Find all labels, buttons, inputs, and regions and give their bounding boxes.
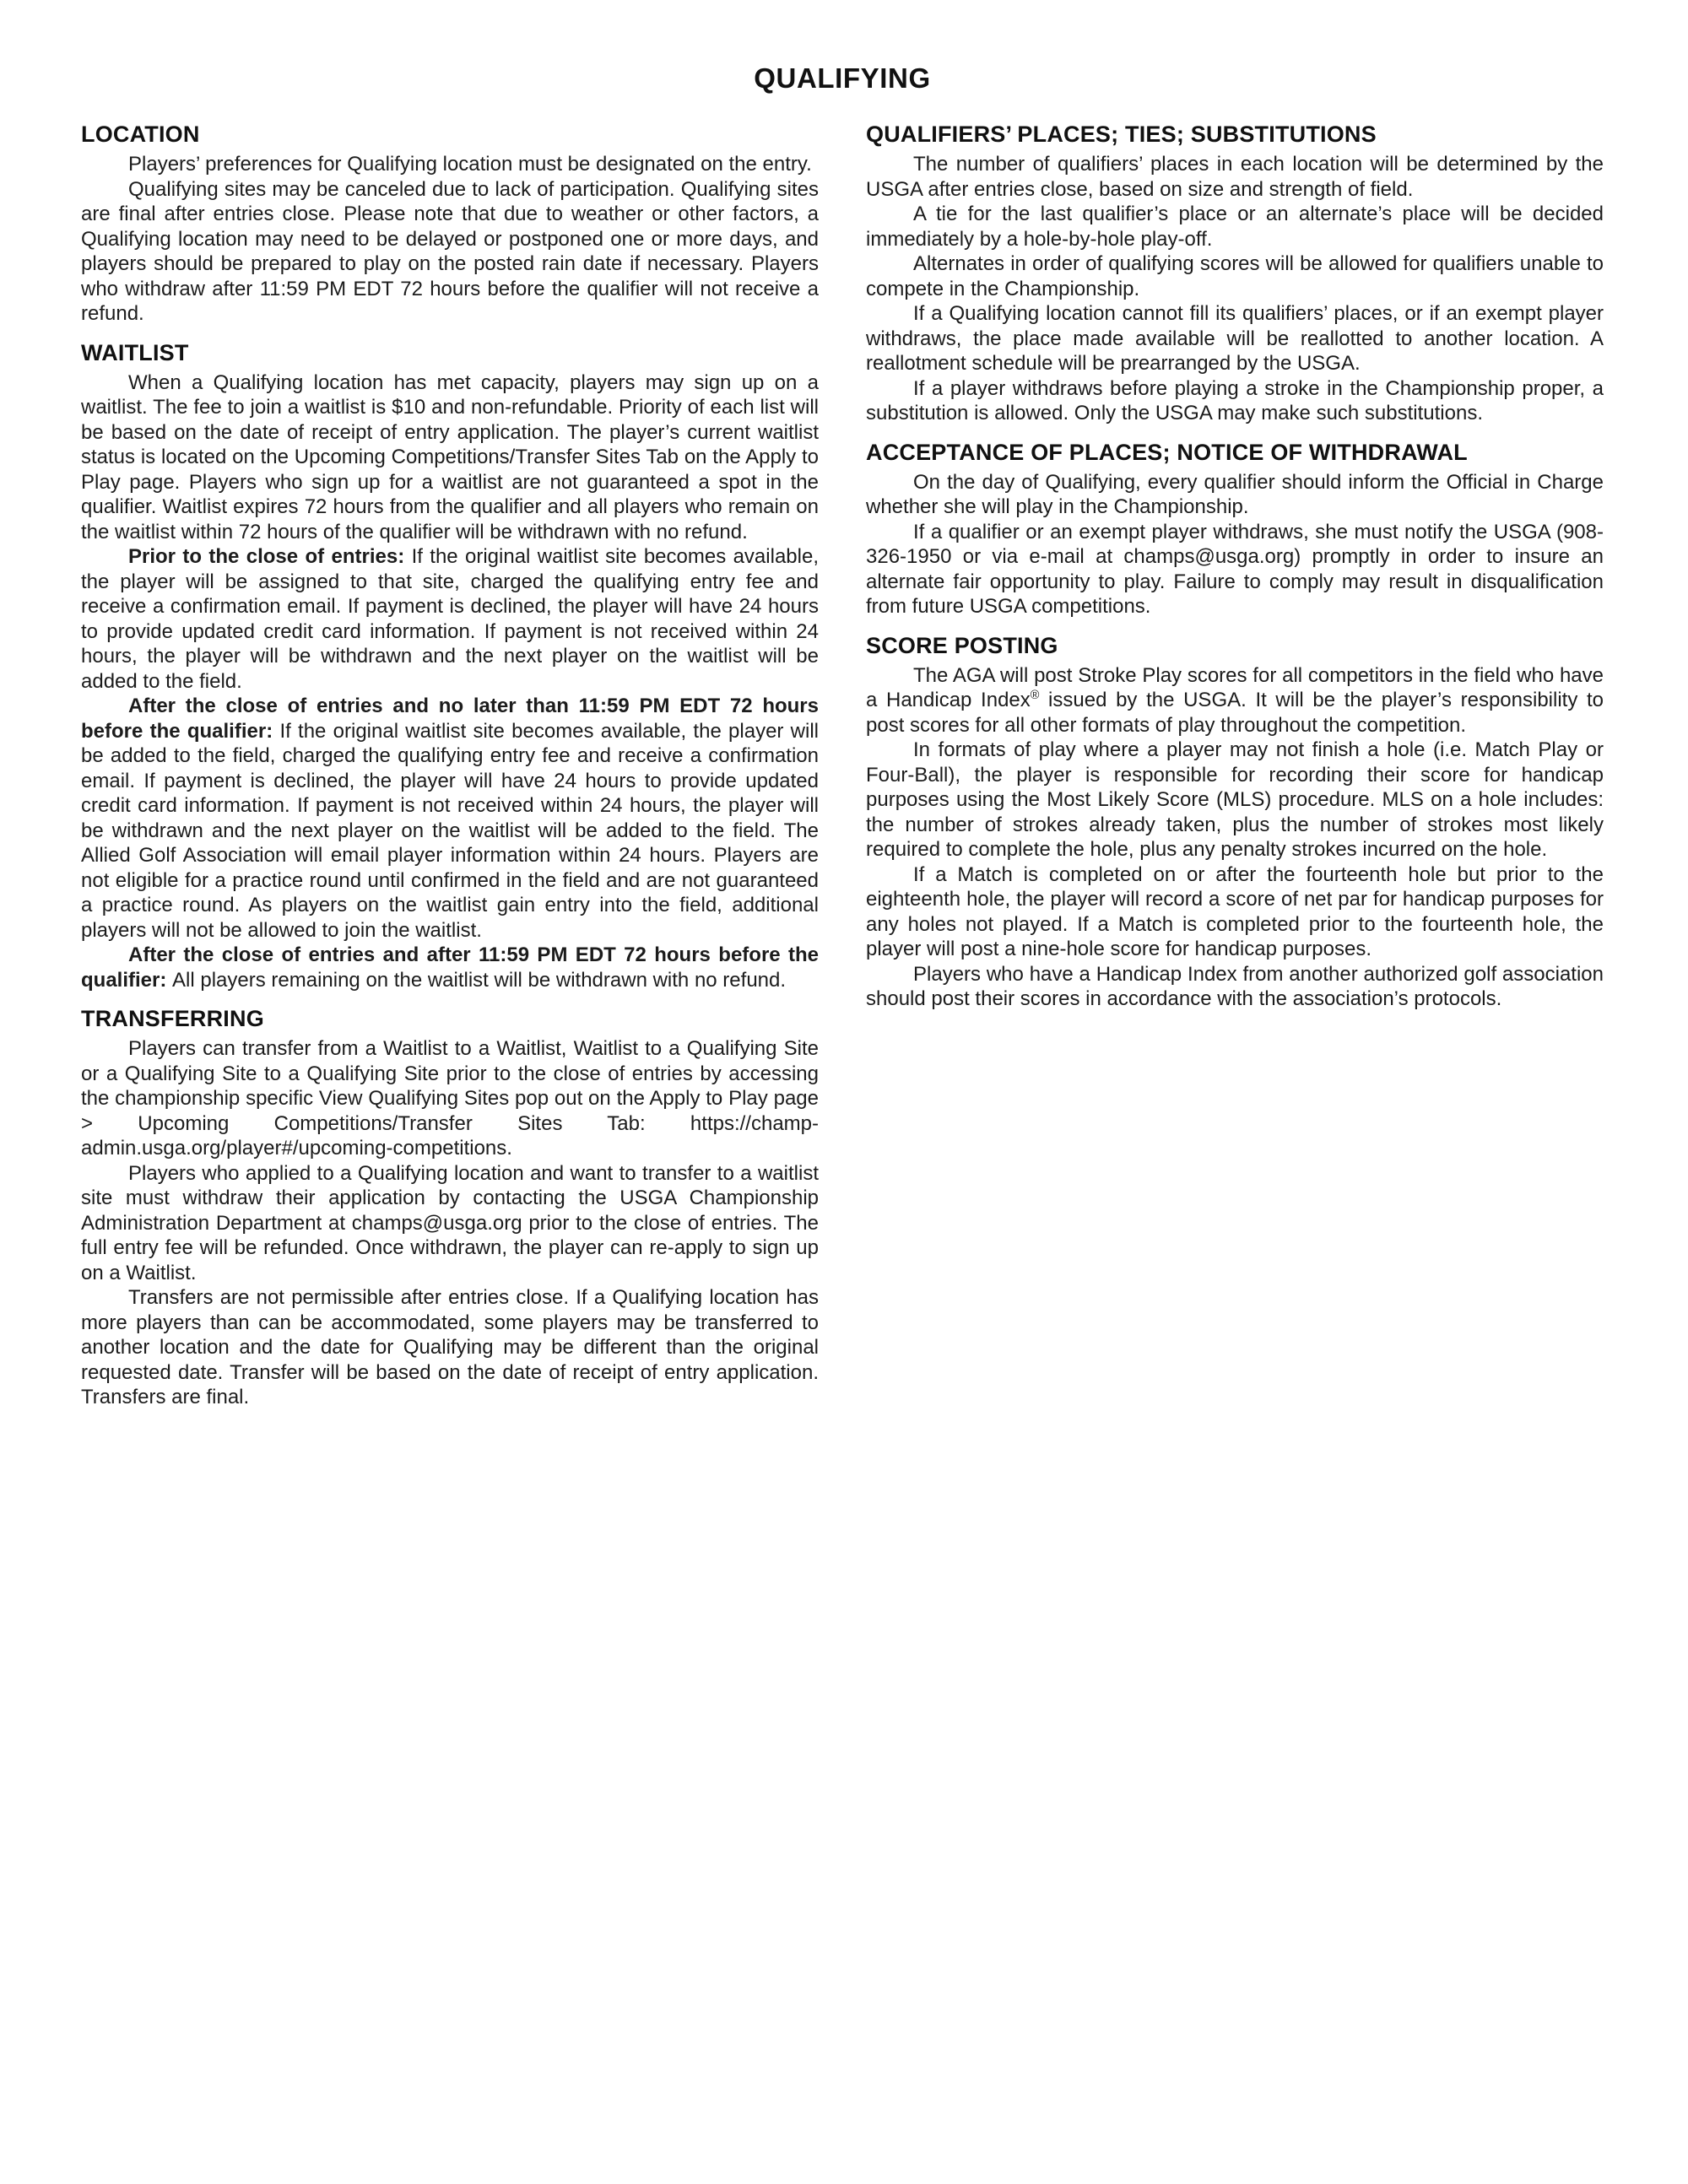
text-run: Qualifying sites may be canceled due to lack of participation. Qualifying sites are final after entries close. Please note that due to weather or other factors, a Qualifying location may need to be delayed or postponed one or more days, and players should be prepared to play on the posted rain date if necessary. Players who withdraw after 11:59 PM EDT 72 hours before the qualifier will not receive a refund. [81,177,819,325]
section [866,440,1604,619]
text-run: Players who have a Handicap Index from another authorized golf association should post their scores in accordance with the association’s protocols. [866,962,1604,1010]
text-run: Players’ preferences for Qualifying location must be designated on the entry. [128,153,812,176]
paragraph [866,862,1604,962]
text-run: Transfers are not permissible after entries close. If a Qualifying location has more players than can be accommodated, some players may be transferred to another location and the date for Qualifying may be different than the original requested date. Transfer will be based on the date of receipt of entry application. Transfers are final. [81,1286,819,1408]
text-run: Alternates in order of qualifying scores will be allowed for qualifiers unable to compete in the Championship. [866,252,1604,300]
section [81,122,819,327]
text-run: The number of qualifiers’ places in each location will be determined by the USGA after entries close, based on size and strength of field. [866,153,1604,201]
page-title: QUALIFYING [754,62,931,94]
section-heading: ACCEPTANCE OF PLACES; NOTICE OF WITHDRAWAL [866,439,1468,465]
section [866,122,1604,426]
bold-run: After the close of entries and no later than 11:59 PM EDT 72 hours before the qualifier: [81,695,819,743]
section-heading: LOCATION [81,122,200,147]
text-run: Players who applied to a Qualifying location and want to transfer to a waitlist site must withdraw their application by contacting the USGA Championship Administration Department at champs@usga.org prior to the close of entries. The full entry fee will be refunded. Once withdrawn, the player can re-apply to sign up on a Waitlist. [81,1161,819,1284]
paragraph [866,520,1604,619]
section [81,1006,819,1410]
paragraph [81,694,819,943]
section-heading: SCORE POSTING [866,632,1058,658]
section-heading: TRANSFERRING [81,1006,264,1031]
paragraph [866,738,1604,862]
paragraph [866,962,1604,1012]
paragraph [81,1285,819,1410]
text-run: A tie for the last qualifier’s place or an alternate’s place will be decided immediately by a hole-by-hole play-off. [866,203,1604,251]
column-right [866,122,1604,1025]
paragraph [81,370,819,545]
paragraph [81,544,819,694]
paragraph [866,470,1604,520]
text-run: When a Qualifying location has met capacity, players may sign up on a waitlist. The fee to join a waitlist is $10 and non-refundable. Priority of each list will be based on the date of receipt of entry application. The player’s current waitlist status is located on the Upcoming Competitions/Transfer Sites Tab on the Apply to Play page. Players who sign up for a waitlist are not guaranteed a spot in the qualifier. Waitlist expires 72 hours from the qualifier and all players who remain on the waitlist within 72 hours of the qualifier will be withdrawn with no refund. [81,370,819,543]
paragraph [866,376,1604,426]
bold-run: After the close of entries and after 11:59 PM EDT 72 hours before the qualifier: [81,943,819,992]
two-column-layout [81,122,1604,1424]
text-run: If a Qualifying location cannot fill its qualifiers’ places, or if an exempt player withdraws, the place made available will be reallotted to another location. A reallotment schedule will be prearranged by the USGA. [866,302,1604,375]
paragraph [866,202,1604,251]
text-run: If the original waitlist site becomes available, the player will be added to the field, charged the qualifying entry fee and receive a confirmation email. If payment is declined, the player will have 24 hours to provide updated credit card information. If payment is not received within 24 hours, the player will be withdrawn and the next player on the waitlist will be added to the field. The Allied Golf Association will email player information within 24 hours. Players are not eligible for a practice round until confirmed in the field and are not guaranteed a practice round. As players on the waitlist gain entry into the field, additional players will not be allowed to join the waitlist. [81,719,819,942]
text-run: All players remaining on the waitlist will be withdrawn with no refund. [172,968,787,992]
paragraph [866,663,1604,738]
text-run: Players can transfer from a Waitlist to a Waitlist, Waitlist to a Qualifying Site or a Qualifying Site to a Qualifying Site prior to the close of entries by accessing the championship specific View Qualifying Sites pop out on the Apply to Play page > Upcoming Competitions/Transfer Sites Tab: https://champ-admin.usga.org/player#/upcoming-competitions. [81,1037,819,1160]
text-run: On the day of Qualifying, every qualifier should inform the Official in Charge whether she will play in the Championship. [866,470,1604,518]
text-run: If a Match is completed on or after the fourteenth hole but prior to the eighteenth hole, the player will record a score of net par for handicap purposes for any holes not played. If a Match is completed prior to the fourteenth hole, the player will post a nine-hole score for handicap purposes. [866,862,1604,960]
text-run: issued by the USGA. It will be the player’s responsibility to post scores for all other formats of play throughout the competition. [866,689,1604,737]
text-run: In formats of play where a player may not finish a hole (i.e. Match Play or Four-Ball), the player is responsible for recording their score for handicap purposes using the Most Likely Score (MLS) procedure. MLS on a hole includes: the number of strokes already taken, plus the number of strokes most likely required to complete the hole, plus any penalty strokes incurred on the hole. [866,738,1604,861]
column-left [81,122,819,1424]
section [81,340,819,993]
paragraph [81,1036,819,1161]
section-heading: QUALIFIERS’ PLACES; TIES; SUBSTITUTIONS [866,122,1377,147]
bold-run: Prior to the close of entries: [128,545,412,568]
text-run: If a player withdraws before playing a stroke in the Championship proper, a substitution is allowed. Only the USGA may make such substitutions. [866,376,1604,424]
section-heading: WAITLIST [81,339,189,365]
superscript: ® [1030,689,1040,702]
section [866,633,1604,1012]
text-run: If a qualifier or an exempt player withdraws, she must notify the USGA (908-326-1950 or via e-mail at champs@usga.org) promptly in order to insure an alternate fair opportunity to play. Failure to comply may result in disqualification from future USGA competitions. [866,520,1604,618]
text-run: If the original waitlist site becomes available, the player will be assigned to that site, charged the qualifying entry fee and receive a confirmation email. If payment is declined, the player will have 24 hours to provide updated credit card information. If payment is not received within 24 hours, the player will be withdrawn and the next player on the waitlist will be added to the field. [81,545,819,693]
paragraph [81,943,819,992]
paragraph [866,251,1604,301]
paragraph [81,177,819,327]
text-run: The AGA will post Stroke Play scores for all competitors in the field who have a Handicap Index [866,663,1604,711]
paragraph [81,1161,819,1286]
paragraph [866,301,1604,376]
paragraph [866,152,1604,202]
paragraph [81,152,819,177]
